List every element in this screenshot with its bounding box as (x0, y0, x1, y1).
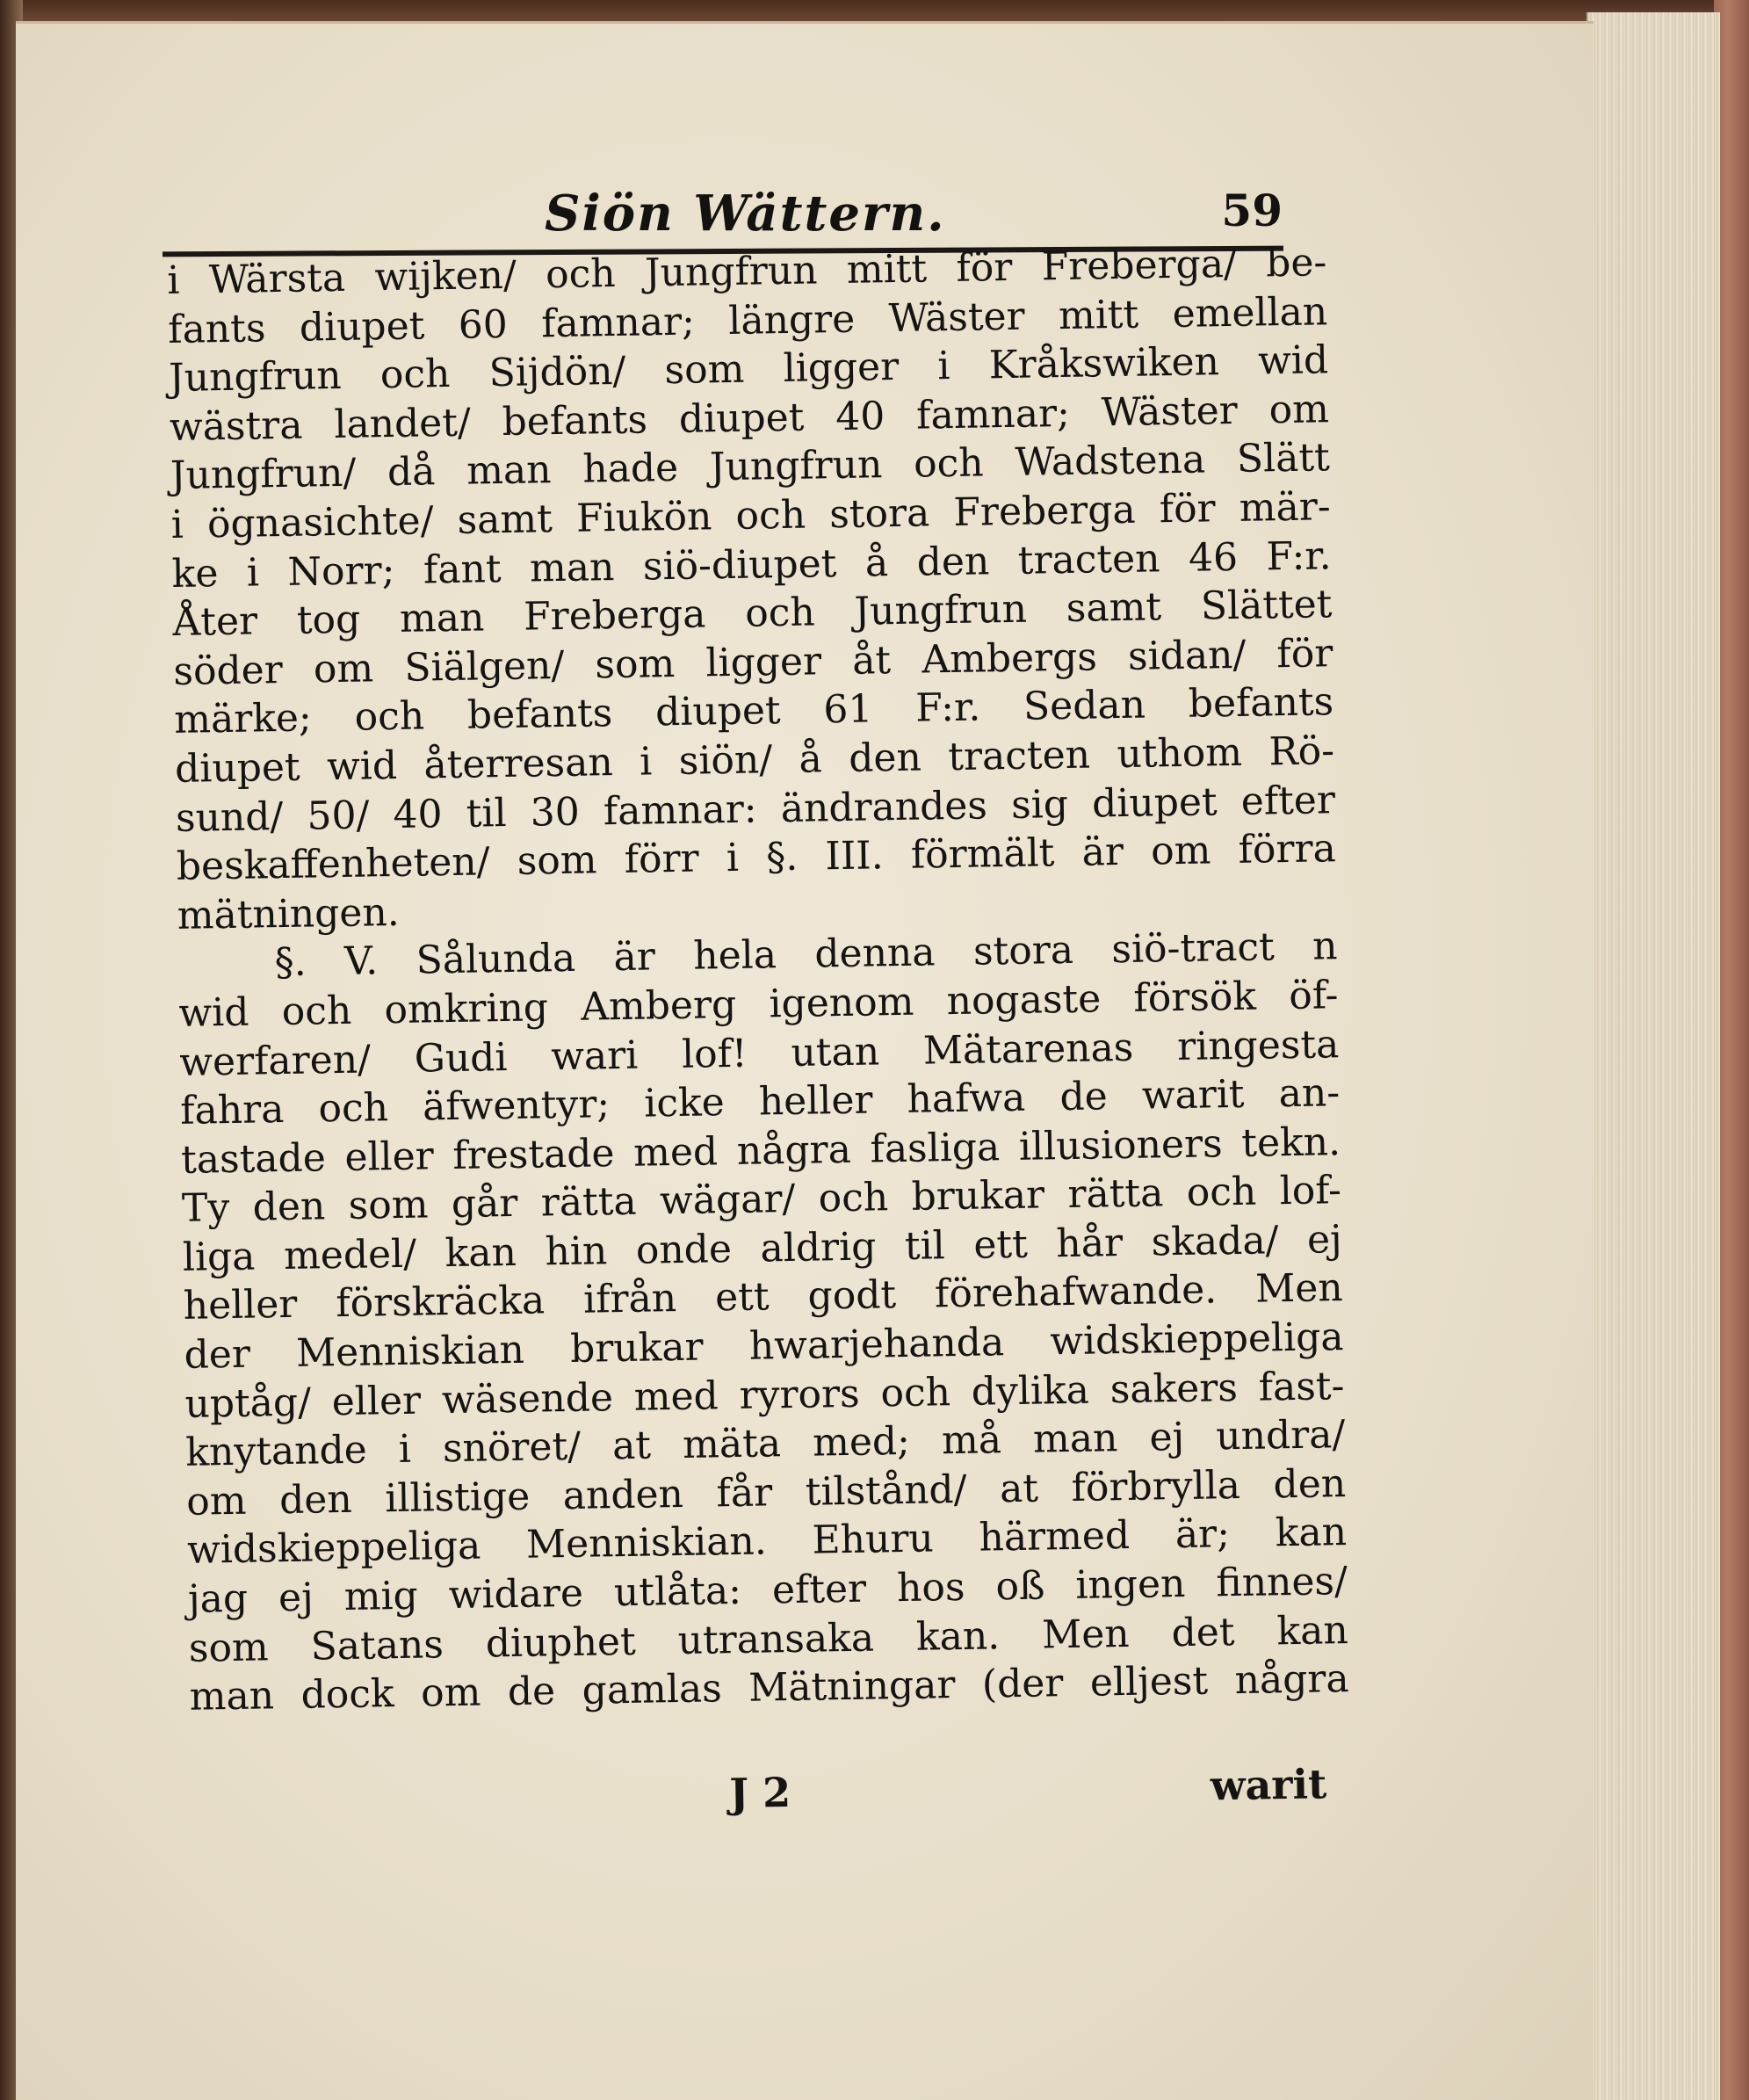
text-line: uptåg/ eller wäsende med ryrors och dylika sakers fast- (184, 1363, 1345, 1427)
running-head: Siön Wättern. (545, 185, 946, 243)
text-line: fahra och äfwentyr; icke heller hafwa de warit an- (179, 1070, 1341, 1133)
text-line: knytande i snöret/ at mäta med; må man ej undra/ (184, 1412, 1346, 1476)
text-line: liga medel/ kan hin onde aldrig til ett hår skada/ ej (182, 1217, 1343, 1280)
text-line: om den illistige anden får tilstånd/ at förbrylla den (185, 1460, 1347, 1524)
text-line: werfaren/ Gudi wari lof! utan Mätarenas ringesta (179, 1021, 1340, 1085)
text-line: i ögnasichte/ samt Fiukön och stora Freberga för mär- (170, 484, 1332, 547)
text-line: Ty den som går rätta wägar/ och brukar rätta och lof- (181, 1168, 1342, 1232)
text-line: §. V. Sålunda är hela denna stora siö-tract n (274, 923, 1338, 986)
text-line: wid och omkring Amberg igenom nogaste försök öf- (178, 973, 1339, 1036)
body-text (167, 238, 1349, 1721)
text-line: wästra landet/ befants diupet 40 famnar; Wäster om (169, 387, 1330, 450)
text-line: Jungfrun/ då man hade Jungfrun och Wadstena Slätt (170, 435, 1331, 499)
text-line: som Satans diuphet utransaka kan. Men det kan (188, 1607, 1349, 1671)
text-line: söder om Siälgen/ som ligger åt Ambergs sidan/ för (173, 630, 1333, 694)
text-line: beskaffenheten/ som förr i §. III. förmält är om förra (176, 826, 1337, 890)
text-line: märke; och befants diupet 61 F:r. Sedan befants (173, 679, 1334, 743)
text-line: fants diupet 60 famnar; längre Wäster mitt emellan (167, 288, 1328, 352)
page-number: 59 (1221, 185, 1283, 236)
text-line: diupet wid återresan i siön/ å den tracten uthom Rö- (174, 728, 1335, 792)
text-line: widskieppeliga Menniskian. Ehuru härmed är; kan (186, 1510, 1348, 1574)
text-line: tastade eller frestade med några fasliga illusioners tekn. (180, 1119, 1341, 1183)
text-line: Jungfrun och Sijdön/ som ligger i Kråkswiken wid (168, 337, 1329, 402)
text-line: i Wärsta wijken/ och Jungfrun mitt för Freberga/ be- (167, 240, 1327, 303)
page-edges (1586, 12, 1720, 2100)
text-line: man dock om de gamlas Mätningar (der elljest några (189, 1656, 1349, 1720)
catchword: warit (1210, 1760, 1327, 1810)
signature-mark: J 2 (728, 1768, 791, 1817)
text-line: Åter tog man Freberga och Jungfrun samt Slättet (172, 582, 1333, 646)
text-line: ke i Norr; fant man siö-diupet å den tracten 46 F:r. (171, 532, 1332, 597)
text-line: jag ej mig widare utlåta: efter hos oß ingen finnes/ (187, 1559, 1348, 1622)
text-line: mätningen. (177, 889, 401, 938)
text-line: sund/ 50/ 40 til 30 famnar: ändrandes sig diupet efter (175, 777, 1336, 841)
text-line: heller förskräcka ifrån ett godt förehafwande. Men (183, 1265, 1344, 1329)
text-line: der Menniskian brukar hwarjehanda widskieppeliga (184, 1314, 1344, 1378)
